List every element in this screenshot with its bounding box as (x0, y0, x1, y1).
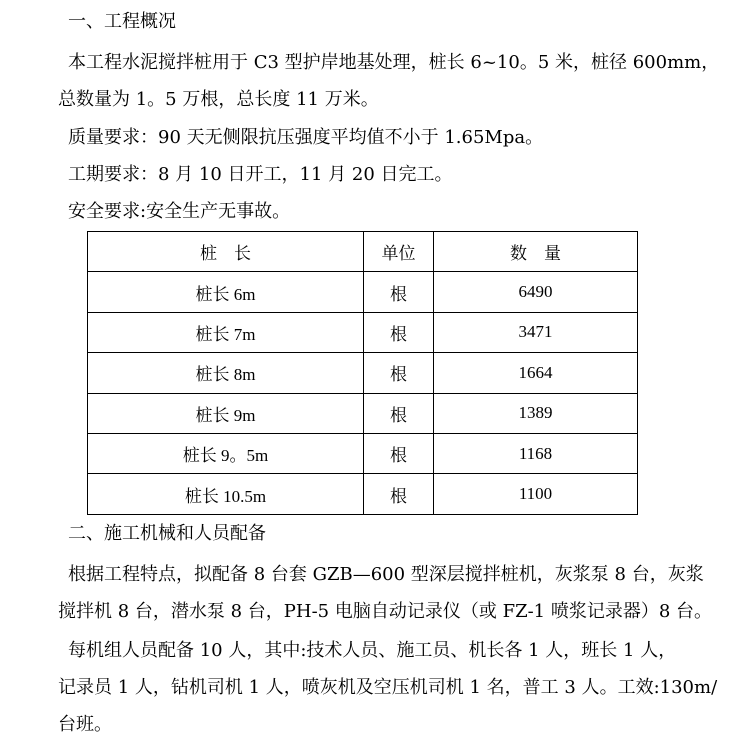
table-row (88, 433, 638, 473)
section1-heading: 一、工程概况 (68, 11, 176, 32)
quality-requirement: 质量要求：90 天无侧限抗压强度平均值不小于 1.65Mpa。 (68, 127, 544, 148)
table-row (88, 393, 638, 433)
quantity-cell: 3471 (434, 312, 638, 352)
quantity-cell: 1168 (434, 433, 638, 473)
project-desc-line2: 总数量为 1。5 万根，总长度 11 万米。 (58, 89, 379, 110)
equipment-line1: 根据工程特点，拟配备 8 台套 GZB—600 型深层搅拌桩机，灰浆泵 8 台，灰浆 (68, 564, 704, 585)
header-quantity: 数 量 (434, 232, 638, 272)
project-desc-line1: 本工程水泥搅拌桩用于 C3 型护岸地基处理，桩长 6~10。5 米，桩径 600mm， (68, 52, 720, 73)
safety-requirement: 安全要求:安全生产无事故。 (68, 201, 291, 222)
unit-cell: 根 (364, 474, 434, 514)
header-pile-length: 桩 长 (88, 232, 364, 272)
staffing-line1: 每机组人员配备 10 人，其中:技术人员、施工员、机长各 1 人，班长 1 人， (68, 640, 677, 661)
unit-cell: 根 (364, 433, 434, 473)
quantity-cell: 1100 (434, 474, 638, 514)
schedule-requirement: 工期要求：8 月 10 日开工，11 月 20 日完工。 (68, 164, 453, 185)
unit-cell: 根 (364, 353, 434, 393)
section2-heading: 二、施工机械和人员配备 (68, 523, 266, 544)
pile-length-cell: 桩长 10.5m (88, 474, 364, 514)
unit-cell: 根 (364, 272, 434, 312)
pile-length-cell: 桩长 9。5m (88, 433, 364, 473)
quantity-cell: 1389 (434, 393, 638, 433)
pile-length-table (87, 231, 638, 515)
table-row (88, 353, 638, 393)
table-row (88, 272, 638, 312)
staffing-line3: 台班。 (58, 714, 112, 735)
table-row (88, 474, 638, 514)
pile-length-cell: 桩长 8m (88, 353, 364, 393)
header-unit: 单位 (364, 232, 434, 272)
quantity-cell: 1664 (434, 353, 638, 393)
table-header-row (88, 232, 638, 272)
pile-length-cell: 桩长 9m (88, 393, 364, 433)
pile-length-cell: 桩长 6m (88, 272, 364, 312)
unit-cell: 根 (364, 393, 434, 433)
quantity-cell: 6490 (434, 272, 638, 312)
unit-cell: 根 (364, 312, 434, 352)
table-row (88, 312, 638, 352)
pile-length-cell: 桩长 7m (88, 312, 364, 352)
equipment-line2: 搅拌机 8 台，潜水泵 8 台，PH-5 电脑自动记录仪（或 FZ-1 喷浆记录器）8 台。 (58, 601, 712, 622)
staffing-line2: 记录员 1 人，钻机司机 1 人，喷灰机及空压机司机 1 名，普工 3 人。工效:130m/ (58, 677, 718, 698)
